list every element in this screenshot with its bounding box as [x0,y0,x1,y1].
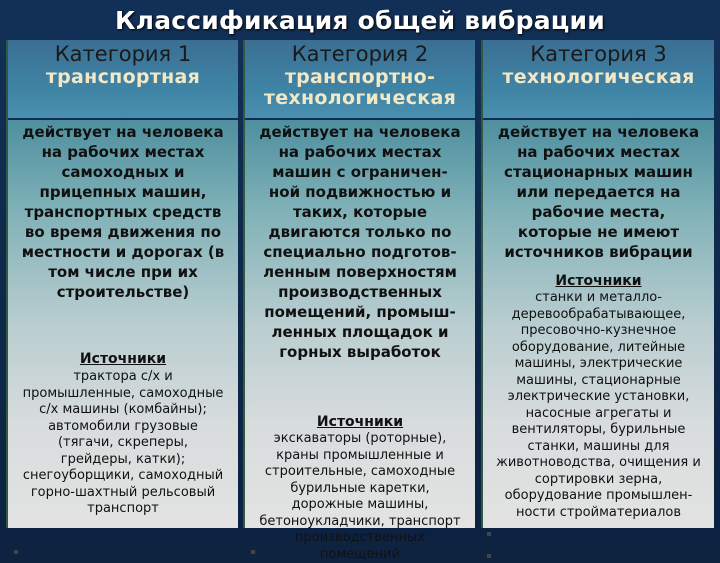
category-name [483,67,714,88]
category-description [245,122,475,362]
category-name-line: технологическая [245,88,475,109]
description-line: во время движения по [8,222,238,242]
sources-line: сортировки зерна, [483,472,714,489]
sources-line: (тягачи, скреперы, [8,435,238,452]
description-line: том числе при их [8,262,238,282]
description-line: на рабочих местах [483,142,714,162]
sources-line: животноводства, очищения и [483,455,714,472]
sources-line: бурильные каретки, [245,481,475,498]
description-line: рабочие места, [483,202,714,222]
sources-list [483,290,714,521]
bullet-marker [487,554,491,558]
sources-line: промышленные, самоходные [8,386,238,403]
description-line: двигаются только по [245,222,475,242]
description-line: строительстве) [8,282,238,302]
sources-list [8,369,238,518]
sources-label: Источники [245,413,475,431]
description-line: транспортных средств [8,202,238,222]
sources-line: машины, стационарные [483,373,714,390]
description-line: ной подвижностью и [245,182,475,202]
sources-line: дорожные машины, [245,497,475,514]
sources-line: ности стройматериалов [483,505,714,522]
description-line: на рабочих местах [245,142,475,162]
description-line: которые не имеют [483,222,714,242]
category-description [483,122,714,262]
description-line: действует на человека [245,122,475,142]
description-line: действует на человека [483,122,714,142]
bullet-marker [251,550,255,554]
sources-line: электрические установки, [483,389,714,406]
sources-line: трактора с/х и [8,369,238,386]
category-name-line: технологическая [483,67,714,88]
sources-line: автомобили грузовые [8,419,238,436]
sources-line: оборудование промышлен- [483,488,714,505]
sources-line: пресовочно-кузнечное [483,323,714,340]
sources-line: строительные, самоходные [245,464,475,481]
sources-line: бетоноукладчики, транспорт [245,514,475,531]
sources-list [245,431,475,563]
description-line: машин с ограничен- [245,162,475,182]
sources-line: станки и металло- [483,290,714,307]
description-line: производственных [245,282,475,302]
sources-line: вентиляторы, бурильные [483,422,714,439]
sources-line: деревообрабатывающее, [483,307,714,324]
sources-line: машины, электрические [483,356,714,373]
category-body-panel [8,120,238,528]
sources-line: насосные агрегаты и [483,406,714,423]
category-name [245,67,475,109]
category-name-line: транспортно- [245,67,475,88]
category-header-panel [483,40,714,118]
slide-title: Классификация общей вибрации [0,4,720,38]
description-line: горных выработок [245,342,475,362]
sources-line: помещений [245,547,475,563]
description-line: местности и дорогах (в [8,242,238,262]
description-line: или передается на [483,182,714,202]
sources-label: Источники [483,272,714,290]
category-header-panel [8,40,238,118]
sources-line: станки, машины для [483,439,714,456]
description-line: действует на человека [8,122,238,142]
sources-label: Источники [8,350,238,368]
sources-line: оборудование, литейные [483,340,714,357]
sources-line: экскаваторы (роторные), [245,431,475,448]
bullet-marker [14,550,18,554]
category-name [8,67,238,88]
category-title: Категория 3 [483,42,714,66]
sources-line: транспорт [8,501,238,518]
description-line: таких, которые [245,202,475,222]
category-header-panel [245,40,475,118]
description-line: самоходных и [8,162,238,182]
sources-line: горно-шахтный рельсовый [8,485,238,502]
category-column-1 [6,40,238,528]
sources-line: краны промышленные и [245,448,475,465]
sources-line: с/х машины (комбайны); [8,402,238,419]
category-description [8,122,238,302]
description-line: специально подготов- [245,242,475,262]
category-column-3 [481,40,714,528]
category-body-panel [245,120,475,528]
category-title: Категория 2 [245,42,475,66]
description-line: ленным поверхностям [245,262,475,282]
category-name-line: транспортная [8,67,238,88]
sources-line: производственных [245,530,475,547]
description-line: на рабочих местах [8,142,238,162]
sources-line: снегоуборщики, самоходный [8,468,238,485]
description-line: ленных площадок и [245,322,475,342]
sources-line: грейдеры, катки); [8,452,238,469]
description-line: стационарных машин [483,162,714,182]
description-line: источников вибрации [483,242,714,262]
category-title: Категория 1 [8,42,238,66]
category-body-panel [483,120,714,528]
description-line: прицепных машин, [8,182,238,202]
description-line: помещений, промыш- [245,302,475,322]
category-column-2 [243,40,475,528]
bullet-marker [487,532,491,536]
